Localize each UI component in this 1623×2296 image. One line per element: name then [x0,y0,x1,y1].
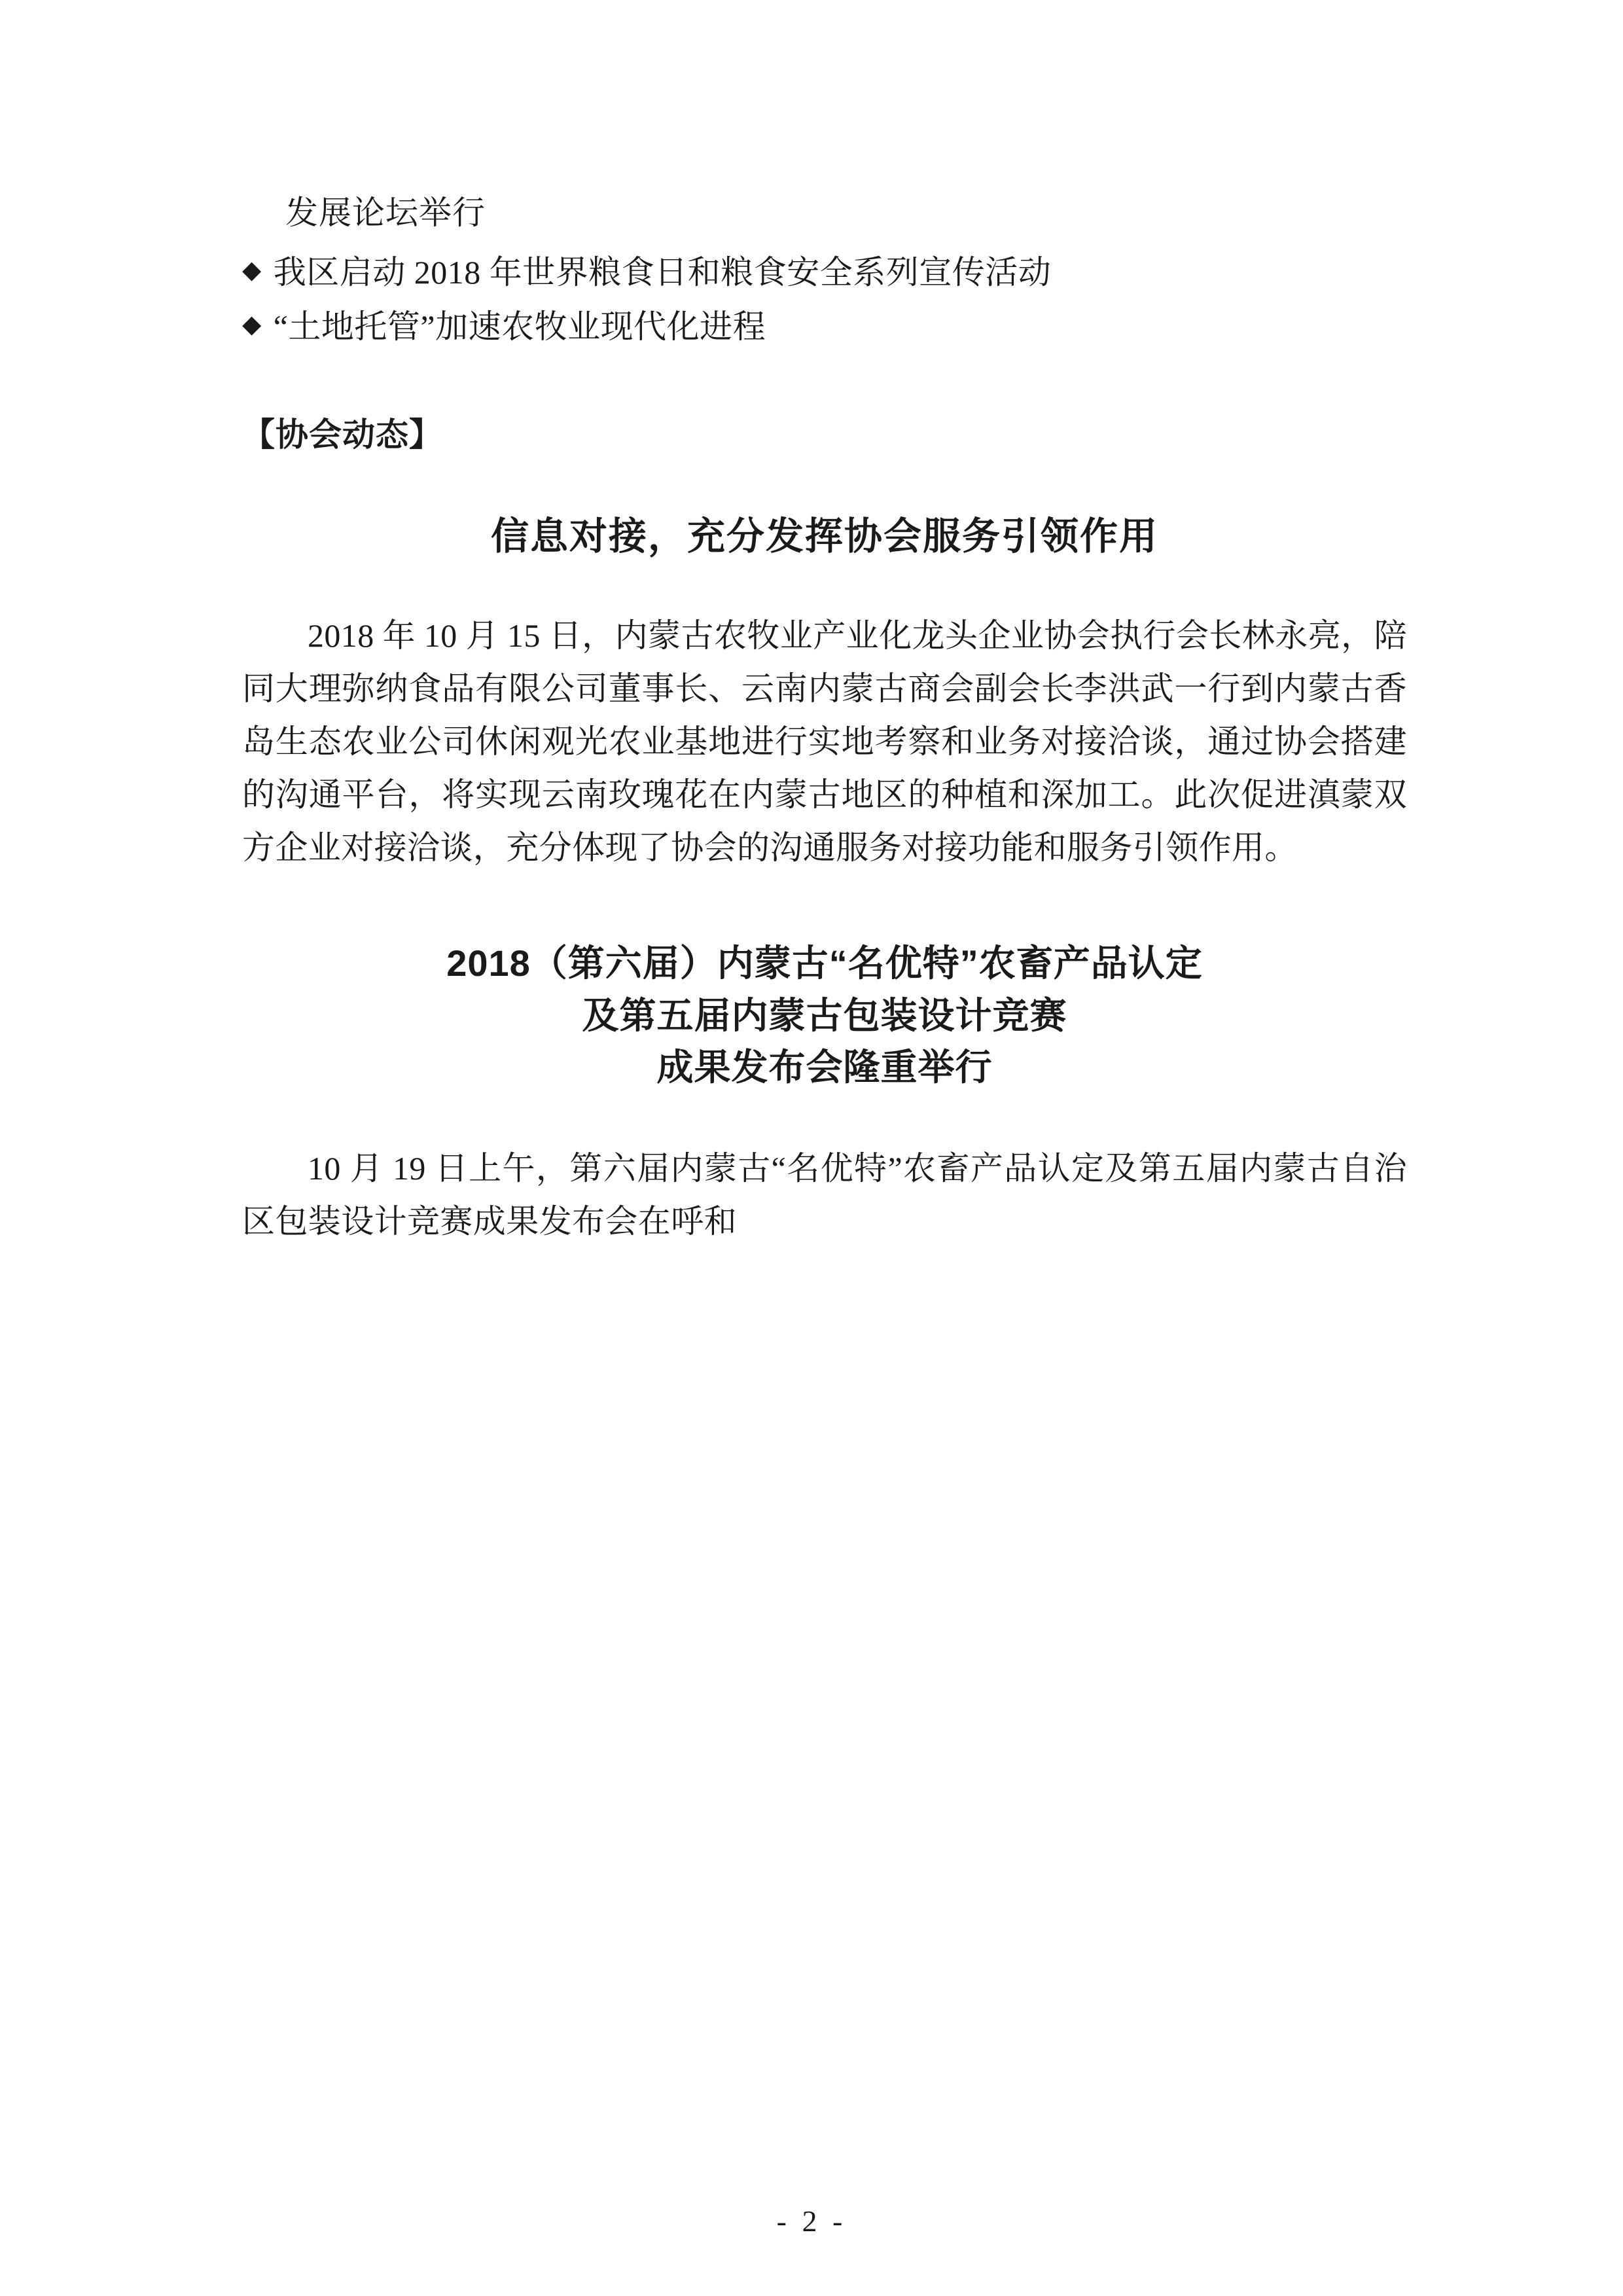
section-heading: 【协会动态】 [242,416,442,453]
list-item-label: “土地托管”加速农牧业现代化进程 [273,308,766,345]
list-item [242,253,1407,293]
article-two-title-line-1: 2018（第六届）内蒙古“名优特”农畜产品认定 [446,942,1203,984]
diamond-bullet-icon: ◆ [242,257,262,284]
article-two-title-line-3: 成果发布会隆重举行 [656,1047,993,1088]
page-number: - 2 - [776,2204,847,2238]
headline-bullet-list [242,253,1407,347]
article-one-title: 信息对接，充分发挥协会服务引领作用 [490,515,1158,558]
article-two-title-line-2: 及第五届内蒙古包装设计竞赛 [582,994,1067,1036]
diamond-bullet-icon: ◆ [242,311,262,338]
carryover-line: 发展论坛举行 [285,194,486,231]
article-two-paragraph: 10 月 19 日上午，第六届内蒙古“名优特”农畜产品认定及第五届内蒙古自治区包装设计竞赛成果发布会在呼和 [242,1149,1407,1240]
list-item [242,307,1407,347]
list-item-label: 我区启动 2018 年世界粮食日和粮食安全系列宣传活动 [273,254,1052,291]
article-one-paragraph: 2018 年 10 月 15 日，内蒙古农牧业产业化龙头企业协会执行会长林永亮，陪同大理弥纳食品有限公司董事长、云南内蒙古商会副会长李洪武一行到内蒙古香岛生态农业公司休闲观光农业基地进行实地考察和业务对接洽谈，通过协会搭建的沟通平台，将实现云南玫瑰花在内蒙古地区的种植和深加工。此次促进滇蒙双方企业对接洽谈，充分体现了协会的沟通服务对接功能和服务引领作用。 [242,617,1407,867]
article-two-title [242,937,1407,1094]
